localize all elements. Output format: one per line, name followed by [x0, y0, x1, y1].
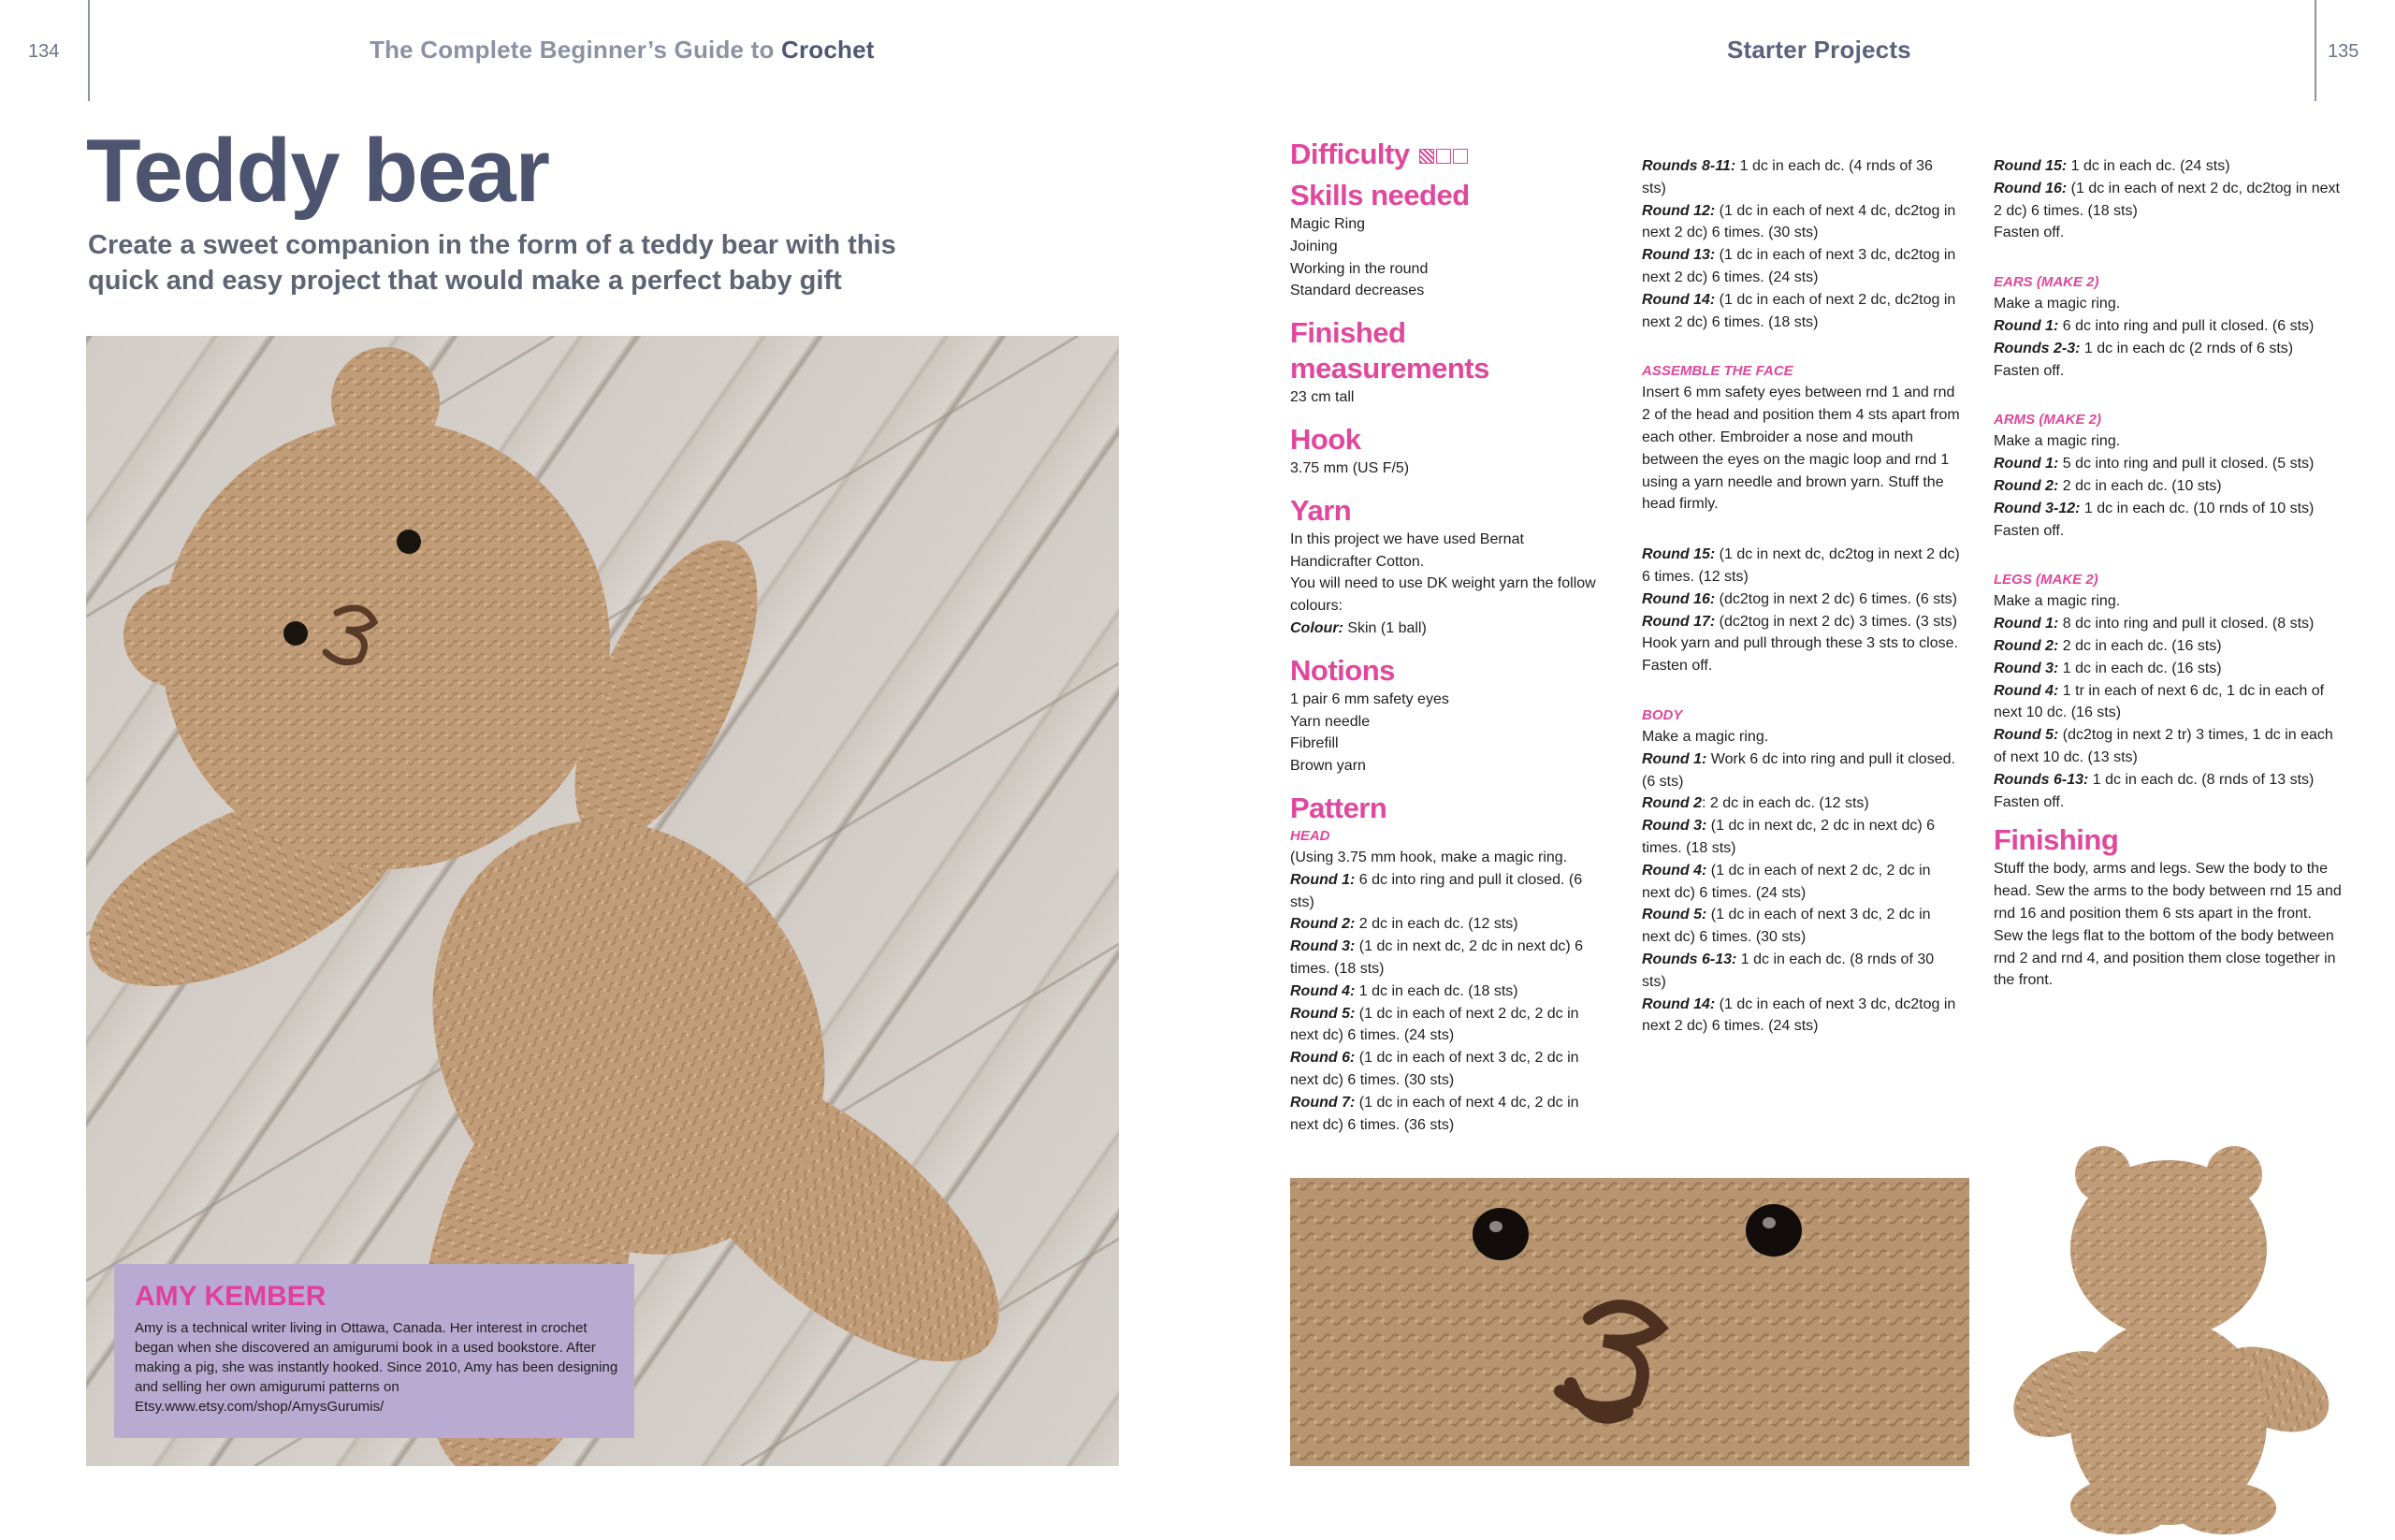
- face-subheading: ASSEMBLE THE FACE: [1642, 363, 1793, 380]
- head-close: Hook yarn and pull through these 3 sts to close.: [1642, 635, 1958, 652]
- running-head-bold: Crochet: [780, 36, 875, 64]
- author-name: AMY KEMBER: [135, 1281, 327, 1312]
- pattern-column-3: [1994, 155, 2349, 992]
- pattern-round: Round 3: (1 dc in next dc, 2 dc in next dc) 6 times. (18 sts): [1290, 938, 1584, 977]
- difficulty-rating: [1417, 138, 1468, 170]
- hook-value: 3.75 mm (US F/5): [1290, 459, 1410, 476]
- difficulty-heading: Difficulty: [1290, 137, 1599, 172]
- sitting-teddy-photo: [1991, 1132, 2358, 1534]
- pattern-round: Round 12: (1 dc in each of next 4 dc, dc2tog in next 2 dc) 6 times. (30 sts): [1642, 202, 1956, 241]
- teddy-eye-left: [283, 621, 308, 646]
- yarn-line: In this project we have used Bernat Handicrafter Cotton.: [1290, 530, 1524, 570]
- yarn-colour: Colour: Skin (1 ball): [1290, 619, 1427, 636]
- legs-subheading: LEGS (MAKE 2): [1994, 572, 2098, 588]
- hook-heading: Hook: [1290, 422, 1361, 456]
- difficulty-box-filled: [1419, 149, 1434, 164]
- measurements-value: 23 cm tall: [1290, 389, 1355, 406]
- head-fasten: Fasten off.: [1642, 658, 1713, 675]
- ears-subheading: EARS (MAKE 2): [1994, 274, 2099, 291]
- legs-fasten: Fasten off.: [1994, 793, 2065, 810]
- left-page-number: 134: [28, 41, 60, 62]
- head-subheading: HEAD: [1290, 827, 1330, 844]
- page-title: Teddy bear: [86, 121, 550, 221]
- author-bio-box: [114, 1264, 634, 1438]
- pattern-round: Round 5: (dc2tog in next 2 tr) 3 times, 1 dc in each of next 10 dc. (13 sts): [1994, 727, 2333, 765]
- arms-subheading: ARMS (MAKE 2): [1994, 412, 2101, 429]
- pattern-round: Rounds 6-13: 1 dc in each dc. (8 rnds of 30 sts): [1642, 951, 1935, 990]
- pattern-round: Round 1: 8 dc into ring and pull it closed. (8 sts): [1994, 616, 2315, 632]
- right-running-head: Starter Projects: [1727, 36, 1911, 64]
- notions-heading: Notions: [1290, 653, 1395, 687]
- pattern-round: Round 15: (1 dc in next dc, dc2tog in next 2 dc) 6 times. (12 sts): [1642, 546, 1960, 585]
- details-column: [1290, 137, 1599, 1136]
- right-page-number: 135: [2328, 41, 2359, 62]
- pattern-round: Round 14: (1 dc in each of next 3 dc, dc2tog in next 2 dc) 6 times. (24 sts): [1642, 995, 1956, 1035]
- pattern-round: Rounds 6-13: 1 dc in each dc. (8 rnds of 13 sts): [1994, 771, 2315, 788]
- pattern-round: Round 1: 6 dc into ring and pull it closed. (6 sts): [1994, 317, 2315, 334]
- head-intro: (Using 3.75 mm hook, make a magic ring.: [1290, 849, 1568, 865]
- pattern-round: Round 16: (1 dc in each of next 2 dc, dc2tog in next 2 dc) 6 times. (18 sts): [1994, 180, 2340, 219]
- skill-item: Joining: [1290, 238, 1338, 254]
- author-bio-text: Amy is a technical writer living in Ottawa, Canada. Her interest in crochet began when she discovered an amigurumi book in a used bookstore. After making a pig, she was instantly hooked. Since 2010, Amy has been designing and selling her own amigurumi patterns on Etsy.www.etsy.com/shop/AmysGurumis/: [135, 1320, 618, 1415]
- ears-intro: Make a magic ring.: [1994, 296, 2121, 312]
- difficulty-box-empty: [1436, 149, 1451, 164]
- skill-item: Working in the round: [1290, 260, 1429, 277]
- arms-fasten: Fasten off.: [1994, 522, 2065, 539]
- pattern-round: Round 3: (1 dc in next dc, 2 dc in next dc) 6 times. (18 sts): [1642, 818, 1936, 856]
- pattern-round: Round 17: (dc2tog in next 2 dc) 3 times. (3 sts): [1642, 613, 1957, 630]
- pattern-round: Round 1: 6 dc into ring and pull it closed. (6 sts): [1290, 871, 1583, 910]
- teddy-head: [161, 420, 610, 869]
- pattern-round: Rounds 8-11: 1 dc in each dc. (4 rnds of 36 sts): [1642, 158, 1933, 196]
- skills-heading: Skills needed: [1290, 179, 1470, 211]
- closeup-illustration: [1290, 1178, 1969, 1466]
- pattern-round: Round 6: (1 dc in each of next 3 dc, 2 dc in next dc) 6 times. (30 sts): [1290, 1050, 1579, 1088]
- pattern-round: Round 4: 1 tr in each of next 6 dc, 1 dc in each of next 10 dc. (16 sts): [1994, 682, 2325, 721]
- skill-item: Standard decreases: [1290, 283, 1425, 299]
- notion-item: Yarn needle: [1290, 713, 1371, 730]
- running-head-prefix: The Complete Beginner’s Guide to: [370, 36, 781, 64]
- pattern-round: Round 3-12: 1 dc in each dc. (10 rnds of 10 sts): [1994, 500, 2315, 516]
- legs-intro: Make a magic ring.: [1994, 593, 2121, 610]
- right-header-rule: [2315, 0, 2316, 101]
- yarn-line: You will need to use DK weight yarn the follow colours:: [1290, 575, 1596, 615]
- pattern-round: Round 4: (1 dc in each of next 2 dc, 2 dc in next dc) 6 times. (24 sts): [1642, 862, 1931, 901]
- left-running-head: [370, 36, 875, 65]
- pattern-round: Round 15: 1 dc in each dc. (24 sts): [1994, 158, 2230, 174]
- sitting-teddy-illustration: [1991, 1132, 2358, 1534]
- left-header-rule: [88, 0, 90, 101]
- pattern-column-2: [1642, 155, 1960, 1038]
- sitting-teddy-right-foot: [2173, 1482, 2276, 1534]
- pattern-round: Round 2: 2 dc in each dc. (16 sts): [1994, 637, 2222, 654]
- pattern-round: Round 2: 2 dc in each dc. (12 sts): [1290, 916, 1518, 933]
- pattern-round: Round 2: 2 dc in each dc. (12 sts): [1642, 795, 1869, 812]
- pattern-round: Round 5: (1 dc in each of next 2 dc, 2 dc in next dc) 6 times. (24 sts): [1290, 1005, 1579, 1044]
- finishing-text: Stuff the body, arms and legs. Sew the body to the head. Sew the arms to the body between rnd 15 and rnd 16 and position them 6 sts apart in the front.: [1994, 861, 2342, 922]
- body-subheading: BODY: [1642, 706, 1683, 723]
- pattern-round: Round 7: (1 dc in each of next 4 dc, 2 dc in next dc) 6 times. (36 sts): [1290, 1094, 1579, 1133]
- pattern-round: Round 3: 1 dc in each dc. (16 sts): [1994, 660, 2222, 676]
- measurements-heading: Finished measurements: [1290, 316, 1489, 385]
- pattern-round: Round 5: (1 dc in each of next 3 dc, 2 dc in next dc) 6 times. (30 sts): [1642, 907, 1931, 946]
- closeup-eye-right: [1746, 1204, 1802, 1257]
- sitting-teddy-left-foot: [2070, 1478, 2173, 1534]
- pattern-round: Round 1: 5 dc into ring and pull it closed. (5 sts): [1994, 456, 2315, 472]
- pattern-round: Round 14: (1 dc in each of next 2 dc, dc2tog in next 2 dc) 6 times. (18 sts): [1642, 291, 1956, 330]
- teddy-face-closeup-photo: [1290, 1178, 1969, 1466]
- page-subtitle: Create a sweet companion in the form of a teddy bear with this quick and easy project that would make a perfect baby gift: [88, 230, 896, 296]
- pattern-heading: Pattern: [1290, 791, 1387, 824]
- body-intro: Make a magic ring.: [1642, 728, 1769, 745]
- skill-item: Magic Ring: [1290, 216, 1366, 232]
- finishing-heading: Finishing: [1994, 823, 2119, 857]
- body-fasten: Fasten off.: [1994, 225, 2065, 241]
- pattern-round: Round 2: 2 dc in each dc. (10 sts): [1994, 477, 2222, 494]
- pattern-round: Round 13: (1 dc in each of next 3 dc, dc2tog in next 2 dc) 6 times. (24 sts): [1642, 247, 1956, 285]
- arms-intro: Make a magic ring.: [1994, 433, 2121, 450]
- pattern-round: Round 1: Work 6 dc into ring and pull it closed. (6 sts): [1642, 750, 1955, 790]
- face-instructions: Insert 6 mm safety eyes between rnd 1 and rnd 2 of the head and position them 4 sts apart from each other. Embroider a nose and mouth between the eyes on the magic loop and rnd 1 using a yarn needle and brown yarn. Stuff the head firmly.: [1642, 385, 1960, 513]
- notion-item: Brown yarn: [1290, 758, 1366, 775]
- ears-fasten: Fasten off.: [1994, 362, 2065, 379]
- notion-item: Fibrefill: [1290, 735, 1339, 752]
- pattern-round: Round 4: 1 dc in each dc. (18 sts): [1290, 982, 1518, 999]
- closeup-eye-left: [1473, 1208, 1529, 1260]
- finishing-text: Sew the legs flat to the bottom of the body between rnd 2 and rnd 4, and position them close together in the front.: [1994, 927, 2336, 989]
- yarn-heading: Yarn: [1290, 493, 1352, 527]
- notion-item: 1 pair 6 mm safety eyes: [1290, 690, 1449, 707]
- teddy-eye-right: [397, 530, 421, 554]
- pattern-round: Rounds 2-3: 1 dc in each dc (2 rnds of 6 sts): [1994, 340, 2294, 356]
- difficulty-box-empty: [1453, 149, 1468, 164]
- pattern-round: Round 16: (dc2tog in next 2 dc) 6 times. (6 sts): [1642, 590, 1957, 607]
- sitting-teddy-head: [2070, 1160, 2267, 1338]
